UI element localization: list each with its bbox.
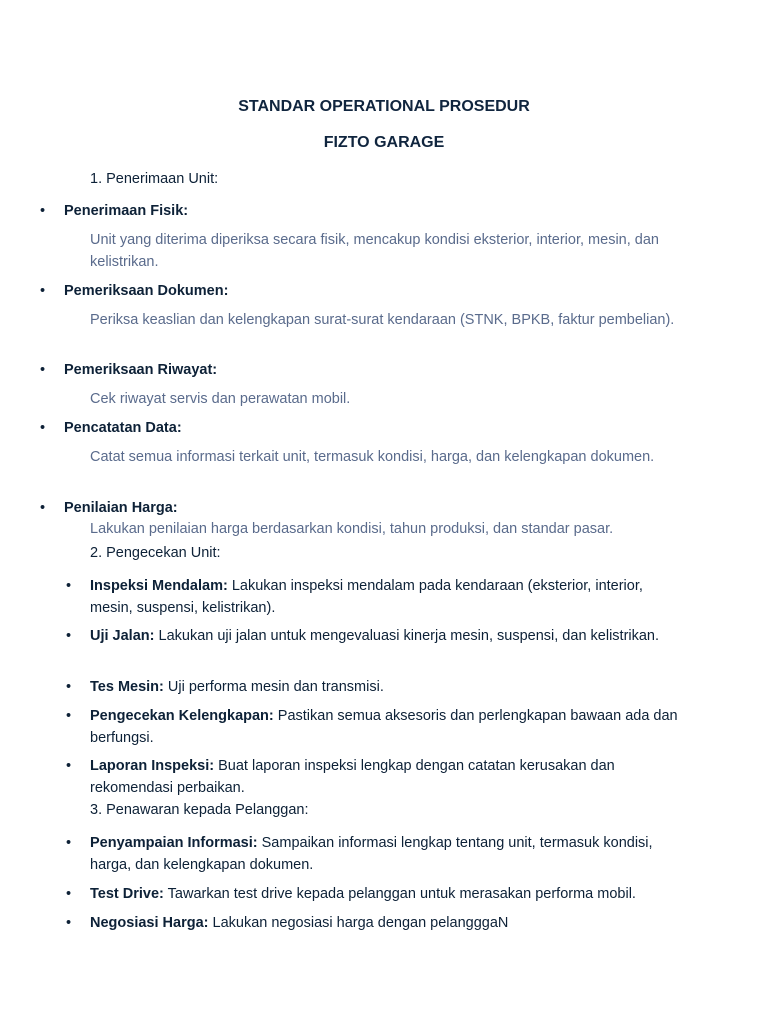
item-text <box>90 833 680 876</box>
item-label: Penilaian Harga: <box>64 500 178 516</box>
item-text <box>90 706 680 749</box>
item-label: Pemeriksaan Riwayat: <box>64 362 218 378</box>
bullet: • <box>66 886 72 902</box>
item-label: Pencatatan Data: <box>64 420 182 436</box>
item-label: Laporan Inspeksi: <box>90 758 215 774</box>
item-description: Periksa keaslian dan kelengkapan surat-surat kendaraan (STNK, BPKB, faktur pembelian). <box>90 312 675 328</box>
item-description: Sampaikan informasi lengkap tentang unit, termasuk kondisi, harga, dan kelengkapan dokumen. <box>90 835 653 873</box>
bullet: • <box>40 283 46 299</box>
item-text <box>90 626 680 648</box>
item-description: Uji performa mesin dan transmisi. <box>167 679 384 695</box>
bullet: • <box>40 500 46 516</box>
item-label: Pengecekan Kelengkapan: <box>90 708 274 724</box>
item-text <box>90 677 680 699</box>
bullet: • <box>66 679 72 695</box>
bullet: • <box>40 420 46 436</box>
document-title: STANDAR OPERATIONAL PROSEDUR <box>238 98 530 115</box>
item-description: Pastikan semua aksesoris dan perlengkapan bawaan ada dan berfungsi. <box>90 708 678 746</box>
section-heading-pengecekan-unit: 2. Pengecekan Unit: <box>90 545 221 561</box>
item-label: Tes Mesin: <box>90 679 164 695</box>
bullet: • <box>66 628 72 644</box>
item-label: Inspeksi Mendalam: <box>90 578 228 594</box>
bullet: • <box>66 758 72 774</box>
item-description: Unit yang diterima diperiksa secara fisik, mencakup kondisi eksterior, interior, mesin, dan kelistrikan. <box>90 232 659 270</box>
section-heading-penawaran: 3. Penawaran kepada Pelanggan: <box>90 802 309 818</box>
bullet: • <box>66 708 72 724</box>
item-description: Buat laporan inspeksi lengkap dengan catatan kerusakan dan rekomendasi perbaikan. <box>90 758 615 796</box>
item-text <box>90 756 680 799</box>
bullet: • <box>66 915 72 931</box>
item-description: Lakukan negosiasi harga dengan pelangggaN <box>212 915 509 931</box>
item-description: Tawarkan test drive kepada pelanggan untuk merasakan performa mobil. <box>167 886 636 902</box>
bullet: • <box>40 203 46 219</box>
item-label: Penerimaan Fisik: <box>64 203 189 219</box>
item-text <box>90 576 680 619</box>
item-text <box>90 884 680 906</box>
item-description: Lakukan inspeksi mendalam pada kendaraan (eksterior, interior, mesin, suspensi, kelistrikan). <box>90 578 643 616</box>
bullet: • <box>66 578 72 594</box>
item-label: Negosiasi Harga: <box>90 915 209 931</box>
item-description: Lakukan penilaian harga berdasarkan kondisi, tahun produksi, dan standar pasar. <box>90 521 614 537</box>
item-label: Pemeriksaan Dokumen: <box>64 283 229 299</box>
item-description: Cek riwayat servis dan perawatan mobil. <box>90 391 351 407</box>
item-label: Penyampaian Informasi: <box>90 835 258 851</box>
bullet: • <box>40 362 46 378</box>
item-label: Uji Jalan: <box>90 628 155 644</box>
document-subtitle: FIZTO GARAGE <box>323 134 445 151</box>
item-text <box>90 913 680 935</box>
bullet: • <box>66 835 72 851</box>
item-description: Catat semua informasi terkait unit, termasuk kondisi, harga, dan kelengkapan dokumen. <box>90 449 655 465</box>
section-heading-penerimaan-unit: 1. Penerimaan Unit: <box>90 171 219 187</box>
item-description: Lakukan uji jalan untuk mengevaluasi kinerja mesin, suspensi, dan kelistrikan. <box>158 628 660 644</box>
item-label: Test Drive: <box>90 886 164 902</box>
